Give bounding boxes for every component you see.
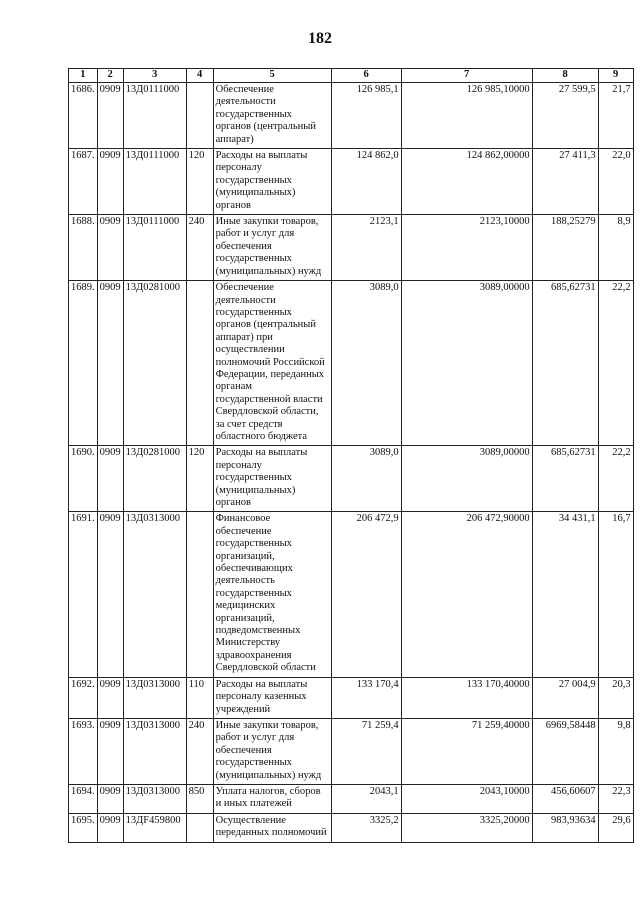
expense-type-cell: 110 (186, 677, 213, 718)
item-name-cell: Расходы на выплаты персоналу государственных (муниципальных) органов (213, 446, 331, 512)
percent-executed-cell: 29,6 (598, 813, 633, 842)
amount-planned-cell: 126 985,1 (331, 83, 401, 149)
expense-type-cell (186, 813, 213, 842)
target-code-cell: 13Д0313000 (123, 512, 186, 677)
table-row (69, 149, 634, 215)
amount-executed-cell: 34 431,1 (532, 512, 598, 677)
item-name-cell: Обеспечение деятельности государственных органов (центральный аппарат) при осуществлении полномочий Российской Федерации, переданных органам государственной власти Свердловской области, за счет средств областного бюджета (213, 281, 331, 446)
header-cell: 9 (598, 69, 633, 83)
amount-planned-cell: 71 259,4 (331, 718, 401, 784)
target-code-cell: 13Д0111000 (123, 215, 186, 281)
row-number-cell: 1690. (69, 446, 98, 512)
item-name-cell: Обеспечение деятельности государственных органов (центральный аппарат) (213, 83, 331, 149)
row-number-cell: 1687. (69, 149, 98, 215)
amount-approved-cell: 2043,10000 (401, 784, 532, 813)
target-code-cell: 13Д0313000 (123, 677, 186, 718)
amount-executed-cell: 27 599,5 (532, 83, 598, 149)
percent-executed-cell: 22,0 (598, 149, 633, 215)
header-cell: 2 (97, 69, 123, 83)
table-row (69, 83, 634, 149)
amount-approved-cell: 3325,20000 (401, 813, 532, 842)
item-name-cell: Финансовое обеспечение государственных организаций, обеспечивающих деятельность государственных медицинских организаций, подведомственных Министерству здравоохранения Свердловской области (213, 512, 331, 677)
header-row (69, 69, 634, 83)
amount-approved-cell: 2123,10000 (401, 215, 532, 281)
percent-executed-cell: 22,2 (598, 446, 633, 512)
page-number: 182 (308, 30, 332, 47)
item-name-cell: Уплата налогов, сборов и иных платежей (213, 784, 331, 813)
percent-executed-cell: 22,2 (598, 281, 633, 446)
target-code-cell: 13ДF459800 (123, 813, 186, 842)
amount-planned-cell: 124 862,0 (331, 149, 401, 215)
section-code-cell: 0909 (97, 784, 123, 813)
percent-executed-cell: 21,7 (598, 83, 633, 149)
section-code-cell: 0909 (97, 215, 123, 281)
percent-executed-cell: 9,8 (598, 718, 633, 784)
amount-executed-cell: 27 411,3 (532, 149, 598, 215)
row-number-cell: 1695. (69, 813, 98, 842)
table-row (69, 215, 634, 281)
amount-approved-cell: 206 472,90000 (401, 512, 532, 677)
item-name-cell: Иные закупки товаров, работ и услуг для обеспечения государственных (муниципальных) нужд (213, 718, 331, 784)
table-row (69, 512, 634, 677)
amount-planned-cell: 133 170,4 (331, 677, 401, 718)
row-number-cell: 1686. (69, 83, 98, 149)
amount-planned-cell: 3089,0 (331, 281, 401, 446)
item-name-cell: Иные закупки товаров, работ и услуг для обеспечения государственных (муниципальных) нужд (213, 215, 331, 281)
amount-executed-cell: 685,62731 (532, 446, 598, 512)
expense-type-cell: 850 (186, 784, 213, 813)
table-row (69, 784, 634, 813)
section-code-cell: 0909 (97, 718, 123, 784)
amount-approved-cell: 124 862,00000 (401, 149, 532, 215)
amount-approved-cell: 3089,00000 (401, 281, 532, 446)
amount-planned-cell: 2043,1 (331, 784, 401, 813)
section-code-cell: 0909 (97, 813, 123, 842)
item-name-cell: Расходы на выплаты персоналу казенных учреждений (213, 677, 331, 718)
table-row (69, 281, 634, 446)
expense-type-cell (186, 512, 213, 677)
header-cell: 5 (213, 69, 331, 83)
row-number-cell: 1688. (69, 215, 98, 281)
percent-executed-cell: 20,3 (598, 677, 633, 718)
section-code-cell: 0909 (97, 281, 123, 446)
target-code-cell: 13Д0313000 (123, 718, 186, 784)
amount-planned-cell: 206 472,9 (331, 512, 401, 677)
amount-executed-cell: 456,60607 (532, 784, 598, 813)
expense-type-cell (186, 83, 213, 149)
target-code-cell: 13Д0281000 (123, 281, 186, 446)
section-code-cell: 0909 (97, 677, 123, 718)
target-code-cell: 13Д0111000 (123, 149, 186, 215)
amount-approved-cell: 71 259,40000 (401, 718, 532, 784)
expense-type-cell: 240 (186, 215, 213, 281)
target-code-cell: 13Д0313000 (123, 784, 186, 813)
header-cell: 4 (186, 69, 213, 83)
expense-type-cell (186, 281, 213, 446)
amount-approved-cell: 133 170,40000 (401, 677, 532, 718)
amount-planned-cell: 3089,0 (331, 446, 401, 512)
header-cell: 7 (401, 69, 532, 83)
table-row (69, 677, 634, 718)
budget-table (68, 68, 634, 843)
section-code-cell: 0909 (97, 446, 123, 512)
item-name-cell: Осуществление переданных полномочий (213, 813, 331, 842)
percent-executed-cell: 16,7 (598, 512, 633, 677)
row-number-cell: 1694. (69, 784, 98, 813)
row-number-cell: 1693. (69, 718, 98, 784)
expense-type-cell: 120 (186, 149, 213, 215)
percent-executed-cell: 8,9 (598, 215, 633, 281)
expense-type-cell: 120 (186, 446, 213, 512)
section-code-cell: 0909 (97, 512, 123, 677)
table-row (69, 718, 634, 784)
header-cell: 1 (69, 69, 98, 83)
amount-approved-cell: 3089,00000 (401, 446, 532, 512)
table-row (69, 446, 634, 512)
header-cell: 3 (123, 69, 186, 83)
amount-executed-cell: 27 004,9 (532, 677, 598, 718)
row-number-cell: 1691. (69, 512, 98, 677)
section-code-cell: 0909 (97, 83, 123, 149)
percent-executed-cell: 22,3 (598, 784, 633, 813)
amount-executed-cell: 6969,58448 (532, 718, 598, 784)
header-cell: 6 (331, 69, 401, 83)
amount-executed-cell: 983,93634 (532, 813, 598, 842)
amount-approved-cell: 126 985,10000 (401, 83, 532, 149)
table-row (69, 813, 634, 842)
amount-planned-cell: 2123,1 (331, 215, 401, 281)
target-code-cell: 13Д0111000 (123, 83, 186, 149)
amount-executed-cell: 188,25279 (532, 215, 598, 281)
expense-type-cell: 240 (186, 718, 213, 784)
target-code-cell: 13Д0281000 (123, 446, 186, 512)
section-code-cell: 0909 (97, 149, 123, 215)
item-name-cell: Расходы на выплаты персоналу государственных (муниципальных) органов (213, 149, 331, 215)
row-number-cell: 1692. (69, 677, 98, 718)
header-cell: 8 (532, 69, 598, 83)
amount-executed-cell: 685,62731 (532, 281, 598, 446)
row-number-cell: 1689. (69, 281, 98, 446)
amount-planned-cell: 3325,2 (331, 813, 401, 842)
